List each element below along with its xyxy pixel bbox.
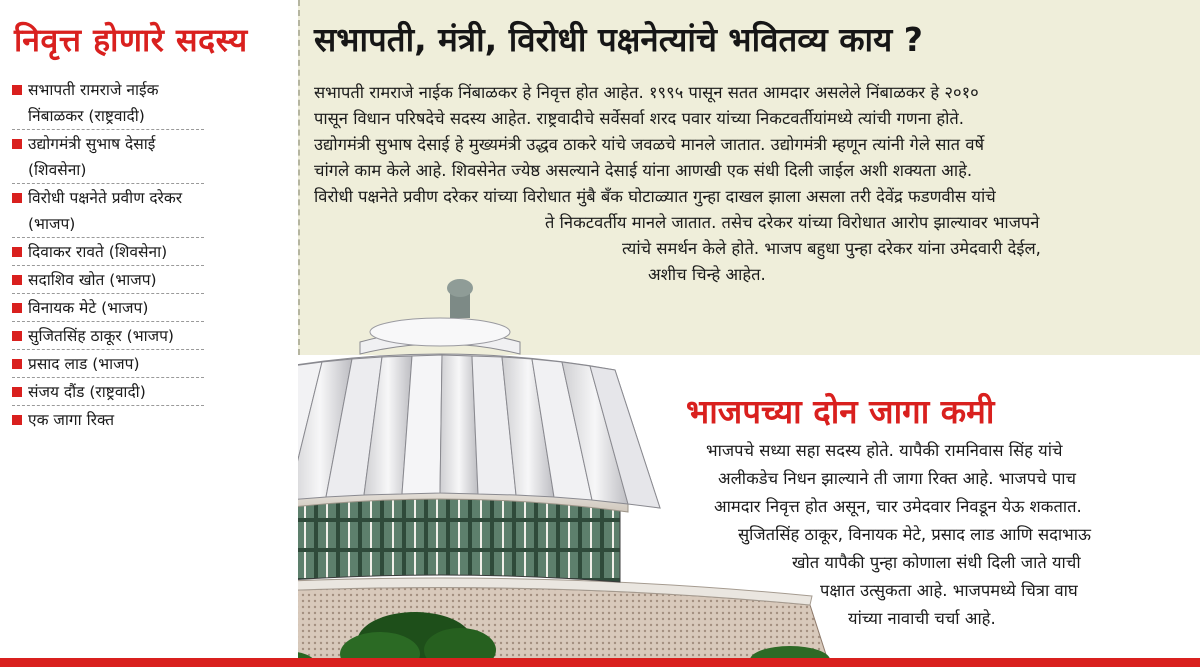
- list-item: [12, 406, 204, 433]
- member-name: एक जागा रिक्त: [28, 411, 115, 429]
- bullet-square-icon: [12, 139, 22, 149]
- main-article-line: त्यांचे समर्थन केले होते. भाजप बहुधा पुन्हा दरेकर यांना उमेदवारी देईल,: [622, 239, 1041, 258]
- main-article-headline: सभापती, मंत्री, विरोधी पक्षनेत्यांचे भवितव्य काय ?: [314, 20, 923, 59]
- sub-article-line: भाजपचे सध्या सहा सदस्य होते. यापैकी रामनिवास सिंह यांचे: [706, 438, 1063, 461]
- member-name: विनायक मेटे (भाजप): [28, 299, 149, 317]
- member-name: विरोधी पक्षनेते प्रवीण दरेकर (भाजप): [28, 189, 183, 233]
- member-name: प्रसाद लाड (भाजप): [28, 355, 140, 373]
- list-item: [12, 76, 204, 130]
- bullet-square-icon: [12, 303, 22, 313]
- list-item: [12, 378, 204, 406]
- member-name: दिवाकर रावते (शिवसेना): [28, 243, 168, 261]
- sub-article-line: यांच्या नावाची चर्चा आहे.: [848, 606, 996, 629]
- member-name: सदाशिव खोत (भाजप): [28, 271, 157, 289]
- list-item: [12, 350, 204, 378]
- bullet-square-icon: [12, 359, 22, 369]
- main-article-line: अशीच चिन्हे आहेत.: [648, 265, 766, 284]
- bottom-accent-bar: [0, 658, 1200, 667]
- sub-article-line: अलीकडेच निधन झाल्याने ती जागा रिक्त आहे. भाजपचे पाच: [718, 466, 1076, 489]
- bullet-square-icon: [12, 85, 22, 95]
- bullet-square-icon: [12, 193, 22, 203]
- member-name: उद्योगमंत्री सुभाष देसाई (शिवसेना): [28, 135, 156, 179]
- list-item: [12, 184, 204, 238]
- bullet-square-icon: [12, 247, 22, 257]
- sub-article-line: पक्षात उत्सुकता आहे. भाजपमध्ये चित्रा वाघ: [820, 578, 1078, 601]
- main-article-line: विरोधी पक्षनेते प्रवीण दरेकर यांच्या विरोधात मुंबै बँक घोटाळ्यात गुन्हा दाखल झाला असला तरी देवेंद्र फडणवीस यांचे: [314, 187, 996, 206]
- main-article-line: ते निकटवर्तीय मानले जातात. तसेच दरेकर यांच्या विरोधात आरोप झाल्यावर भाजपने: [545, 213, 1040, 232]
- retiring-members-panel: [0, 0, 298, 667]
- bullet-square-icon: [12, 387, 22, 397]
- member-name: सभापती रामराजे नाईक निंबाळकर (राष्ट्रवादी): [28, 81, 159, 125]
- list-item: [12, 130, 204, 184]
- bullet-square-icon: [12, 275, 22, 285]
- list-item: [12, 266, 204, 294]
- bullet-square-icon: [12, 415, 22, 425]
- sub-article-line: खोत यापैकी पुन्हा कोणाला संधी दिली जाते याची: [792, 550, 1081, 573]
- sub-article-headline: भाजपच्या दोन जागा कमी: [686, 392, 995, 431]
- list-item: [12, 294, 204, 322]
- list-item: [12, 238, 204, 266]
- main-article-line: उद्योगमंत्री सुभाष देसाई हे मुख्यमंत्री उद्धव ठाकरे यांचे जवळचे मानले जातात. उद्योगमंत्री म्हणून त्यांनी गेले सात वर्षे: [314, 135, 985, 154]
- main-article-line: चांगले काम केले आहे. शिवसेनेत ज्येष्ठ असल्याने देसाई यांना आणखी एक संधी दिली जाईल अशी शक्यता आहे.: [314, 161, 973, 180]
- retiring-members-title: निवृत्त होणारे सदस्य: [14, 21, 248, 59]
- member-name: संजय दौंड (राष्ट्रवादी): [28, 383, 146, 401]
- main-article-line: पासून विधान परिषदेचे सदस्य आहेत. राष्ट्रवादीचे सर्वेसर्वा शरद पवार यांच्या निकटवर्तीयांमध्ये त्यांची गणना होते.: [314, 109, 965, 128]
- sub-article-line: सुजितसिंह ठाकूर, विनायक मेटे, प्रसाद लाड आणि सदाभाऊ: [738, 522, 1091, 545]
- sub-article-line: आमदार निवृत्त होत असून, चार उमेदवार निवडून येऊ शकतात.: [714, 494, 1082, 517]
- main-article-line: सभापती रामराजे नाईक निंबाळकर हे निवृत्त होत आहेत. १९९५ पासून सतत आमदार असलेले निंबाळकर हे २०१०: [314, 83, 979, 102]
- retiring-members-list: [12, 76, 204, 433]
- member-name: सुजितसिंह ठाकूर (भाजप): [28, 327, 174, 345]
- bullet-square-icon: [12, 331, 22, 341]
- list-item: [12, 322, 204, 350]
